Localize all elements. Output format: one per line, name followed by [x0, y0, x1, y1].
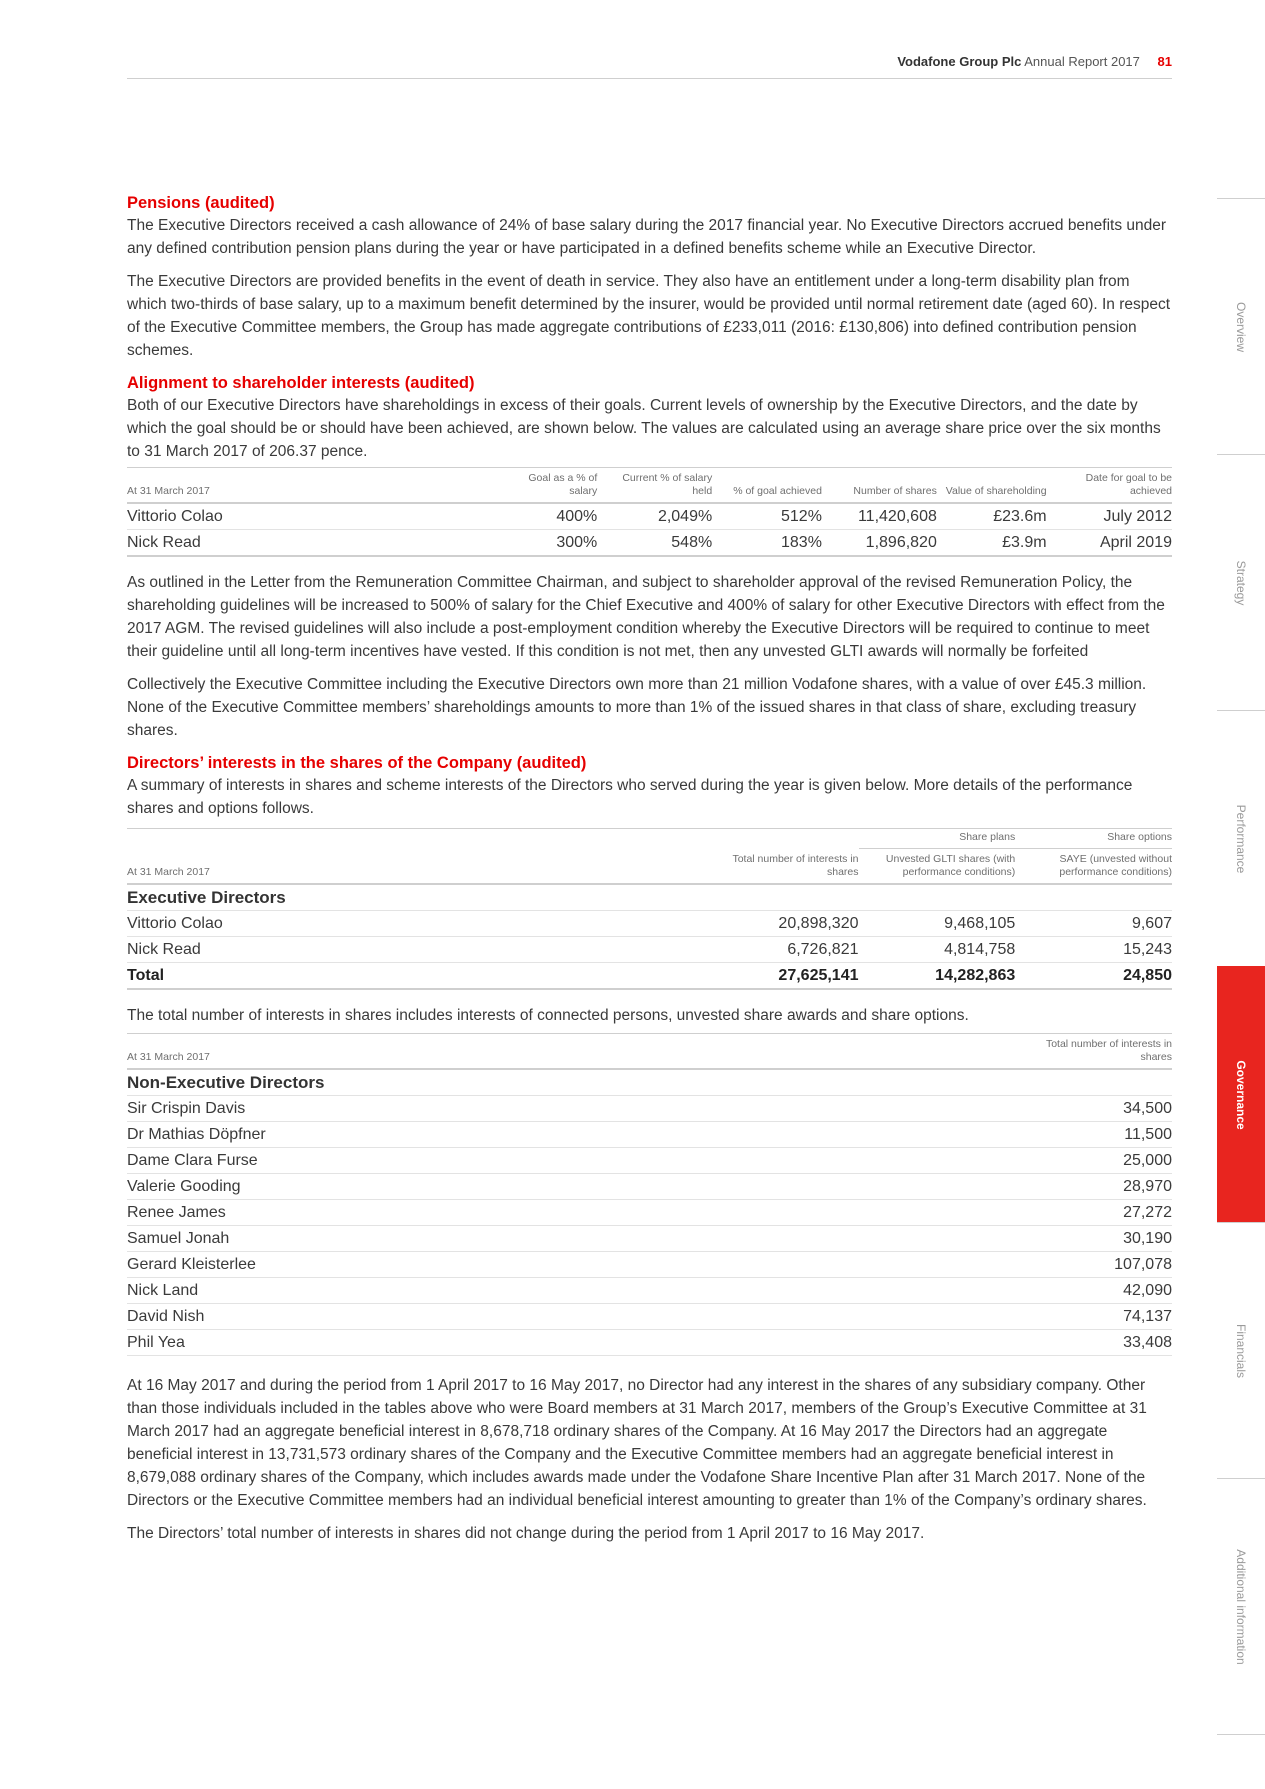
table-cell: 9,468,105 — [859, 911, 1016, 937]
table-cell: 107,078 — [1015, 1252, 1172, 1278]
table-cell: 11,420,608 — [822, 503, 937, 530]
table-cell: Phil Yea — [127, 1330, 1015, 1356]
table-cell: Vittorio Colao — [127, 503, 493, 530]
table-cell: David Nish — [127, 1304, 1015, 1330]
table-cell: 20,898,320 — [702, 911, 859, 937]
table-subheading-row — [127, 884, 1172, 911]
tab-label: Performance — [1234, 804, 1248, 873]
table-cell: Renee James — [127, 1200, 1015, 1226]
pensions-heading: Pensions (audited) — [127, 194, 275, 212]
interests-paragraph-3: At 16 May 2017 and during the period from 1 April 2017 to 16 May 2017, no Director had any interest in the shares of any subsidiary company. Other than those individuals included in the tables above who were Board members at 31 March 2017, members of the Group’s Executive Committee at 31 March 2017 had an aggregate beneficial interest in 8,678,718 ordinary shares of the Company. At 16 May 2017 the Directors had an aggregate beneficial interest in 13,731,573 ordinary shares of the Company and the Executive Committee members had an aggregate beneficial interest in 8,679,088 ordinary shares of the Company, which includes awards made under the Vodafone Share Incentive Plan after 31 March 2017. None of the Directors or the Executive Committee members had an individual beneficial interest amounting to greater than 1% of the Company’s ordinary shares. — [127, 1377, 1147, 1509]
column-header: Current % of salary held — [597, 468, 712, 504]
table-cell: 4,814,758 — [859, 937, 1016, 963]
table-row — [127, 1278, 1172, 1304]
column-header: Date for goal to be achieved — [1047, 468, 1172, 504]
tab-financials[interactable] — [1217, 1222, 1265, 1478]
tab-label: Financials — [1234, 1323, 1248, 1378]
table-cell: 2,049% — [597, 503, 712, 530]
company-name: Vodafone Group Plc — [897, 54, 1022, 69]
table-cell: 183% — [712, 530, 822, 557]
table-cell: Vittorio Colao — [127, 911, 702, 937]
table-header-row — [127, 1034, 1172, 1070]
table-row — [127, 1122, 1172, 1148]
table-cell: April 2019 — [1047, 530, 1172, 557]
group-header-share-plans: Share plans — [859, 829, 1016, 849]
tab-additional-information[interactable] — [1217, 1478, 1265, 1735]
table-total-row — [127, 963, 1172, 990]
group-header-share-options: Share options — [1015, 829, 1172, 849]
table-cell: £23.6m — [937, 503, 1047, 530]
table-row — [127, 530, 1172, 557]
column-header: At 31 March 2017 — [127, 468, 493, 504]
table-cell: Dame Clara Furse — [127, 1148, 1015, 1174]
table-cell: 27,625,141 — [702, 963, 859, 990]
table-cell: 25,000 — [1015, 1148, 1172, 1174]
executive-interests-table — [127, 828, 1172, 990]
table-row — [127, 937, 1172, 963]
table-cell: 28,970 — [1015, 1174, 1172, 1200]
executive-directors-subheading: Executive Directors — [127, 884, 1172, 911]
table-cell: 400% — [493, 503, 598, 530]
table-cell: 34,500 — [1015, 1096, 1172, 1122]
section-tabs — [1217, 198, 1265, 1735]
table-row — [127, 1096, 1172, 1122]
interests-paragraph-1: A summary of interests in shares and scheme interests of the Directors who served during the year is given below. More details of the performance shares and options follows. — [127, 777, 1133, 817]
non-executive-directors-subheading: Non-Executive Directors — [127, 1069, 1172, 1096]
table-row — [127, 1330, 1172, 1356]
table-cell: 548% — [597, 530, 712, 557]
table-cell: 24,850 — [1015, 963, 1172, 990]
column-header: Total number of interests in shares — [1015, 1034, 1172, 1070]
non-executive-interests-table — [127, 1033, 1172, 1356]
alignment-paragraph-1: Both of our Executive Directors have shareholdings in excess of their goals. Current levels of ownership by the Executive Directors, and the date by which the goal should be or should have been achieved, are shown below. The values are calculated using an average share price over the six months to 31 March 2017 of 206.37 pence. — [127, 397, 1161, 460]
table-cell: 300% — [493, 530, 598, 557]
table-subheading-row — [127, 1069, 1172, 1096]
interests-heading: Directors’ interests in the shares of the Company (audited) — [127, 754, 587, 772]
interests-paragraph-2: The total number of interests in shares includes interests of connected persons, unvested share awards and share options. — [127, 1007, 969, 1024]
table-row — [127, 1200, 1172, 1226]
tab-strategy[interactable] — [1217, 454, 1265, 710]
column-header: Total number of interests in shares — [702, 849, 859, 885]
table-row — [127, 1174, 1172, 1200]
table-cell: 512% — [712, 503, 822, 530]
table-cell: 6,726,821 — [702, 937, 859, 963]
table-cell: Nick Land — [127, 1278, 1015, 1304]
column-header: % of goal achieved — [712, 468, 822, 504]
column-header: SAYE (unvested without performance conditions) — [1015, 849, 1172, 885]
table-cell: Gerard Kleisterlee — [127, 1252, 1015, 1278]
table-cell: Valerie Gooding — [127, 1174, 1015, 1200]
shareholding-table — [127, 467, 1172, 557]
alignment-paragraph-2: As outlined in the Letter from the Remuneration Committee Chairman, and subject to shareholder approval of the revised Remuneration Policy, the shareholding guidelines will be increased to 500% of salary for the Chief Executive and 400% of salary for other Executive Directors with effect from the 2017 AGM. The revised guidelines will also include a post-employment condition whereby the Executive Directors will be required to continue to meet their guideline until all long-term incentives have vested. If this condition is not met, then any unvested GLTI awards will normally be forfeited — [127, 574, 1165, 660]
page-number: 81 — [1157, 54, 1172, 69]
table-group-row — [127, 829, 1172, 849]
table-cell: 42,090 — [1015, 1278, 1172, 1304]
column-header: Goal as a % of salary — [493, 468, 598, 504]
table-header-row — [127, 849, 1172, 885]
report-name: Annual Report 2017 — [1024, 54, 1140, 69]
table-cell: Nick Read — [127, 530, 493, 557]
interests-section — [127, 752, 1172, 1545]
main-content — [127, 192, 1172, 1555]
column-header: Value of shareholding — [937, 468, 1047, 504]
tab-label: Strategy — [1234, 560, 1248, 605]
column-header: At 31 March 2017 — [127, 849, 702, 885]
page-header — [127, 54, 1172, 69]
interests-paragraph-4: The Directors’ total number of interests in shares did not change during the period from 1 April 2017 to 16 May 2017. — [127, 1525, 925, 1542]
table-cell: 33,408 — [1015, 1330, 1172, 1356]
table-row — [127, 503, 1172, 530]
table-row — [127, 1148, 1172, 1174]
table-cell: Samuel Jonah — [127, 1226, 1015, 1252]
table-header-row — [127, 468, 1172, 504]
header-divider — [127, 78, 1172, 79]
tab-label: Governance — [1234, 1059, 1248, 1130]
table-cell: Sir Crispin Davis — [127, 1096, 1015, 1122]
table-cell: Total — [127, 963, 702, 990]
table-cell: July 2012 — [1047, 503, 1172, 530]
table-cell: 14,282,863 — [859, 963, 1016, 990]
table-cell: 11,500 — [1015, 1122, 1172, 1148]
table-row — [127, 1226, 1172, 1252]
table-cell: 74,137 — [1015, 1304, 1172, 1330]
tab-governance[interactable] — [1217, 966, 1265, 1222]
table-cell: Dr Mathias Döpfner — [127, 1122, 1015, 1148]
column-header: Number of shares — [822, 468, 937, 504]
alignment-heading: Alignment to shareholder interests (audited) — [127, 374, 475, 392]
tab-performance[interactable] — [1217, 710, 1265, 966]
table-cell: 27,272 — [1015, 1200, 1172, 1226]
column-header: At 31 March 2017 — [127, 1034, 1015, 1070]
pensions-paragraph-2: The Executive Directors are provided benefits in the event of death in service. They also have an entitlement under a long-term disability plan from which two-thirds of base salary, up to a maximum benefit determined by the insurer, would be provided until normal retirement date (aged 60). In respect of the Executive Committee members, the Group has made aggregate contributions of £233,011 (2016: £130,806) into defined contribution pension schemes. — [127, 273, 1171, 359]
table-row — [127, 1304, 1172, 1330]
alignment-paragraph-3: Collectively the Executive Committee including the Executive Directors own more than 21 million Vodafone shares, with a value of over £45.3 million. None of the Executive Committee members’ shareholdings amounts to more than 1% of the issued shares in that class of share, excluding treasury shares. — [127, 676, 1147, 739]
table-row — [127, 1252, 1172, 1278]
table-cell: 15,243 — [1015, 937, 1172, 963]
tab-label: Overview — [1234, 301, 1248, 352]
tab-overview[interactable] — [1217, 198, 1265, 454]
table-cell: 30,190 — [1015, 1226, 1172, 1252]
table-cell: 9,607 — [1015, 911, 1172, 937]
column-header: Unvested GLTI shares (with performance conditions) — [859, 849, 1016, 885]
table-cell: Nick Read — [127, 937, 702, 963]
pensions-paragraph-1: The Executive Directors received a cash allowance of 24% of base salary during the 2017 financial year. No Executive Directors accrued benefits under any defined contribution pension plans during the year or have participated in a defined benefits scheme while an Executive Director. — [127, 217, 1167, 257]
table-cell: 1,896,820 — [822, 530, 937, 557]
table-cell: £3.9m — [937, 530, 1047, 557]
table-row — [127, 911, 1172, 937]
tab-label: Additional information — [1234, 1548, 1248, 1665]
alignment-section — [127, 372, 1172, 742]
pensions-section — [127, 192, 1172, 362]
